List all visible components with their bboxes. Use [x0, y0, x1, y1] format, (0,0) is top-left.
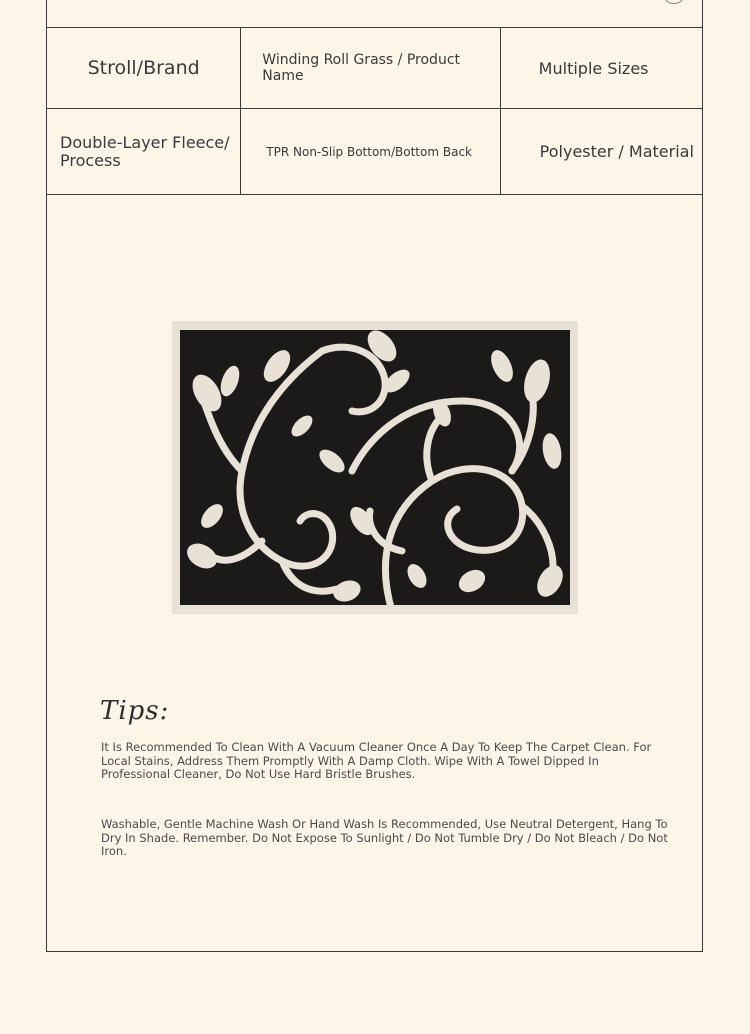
- spec-table: [46, 27, 703, 195]
- sizes-cell: Multiple Sizes: [500, 28, 702, 109]
- product-name-cell: Winding Roll Grass / Product Name: [241, 28, 500, 109]
- brand-cell: Stroll/Brand: [47, 28, 241, 109]
- table-row: [47, 109, 703, 195]
- material-cell: Polyester / Material: [500, 109, 702, 195]
- washing-tip: Washable, Gentle Machine Wash Or Hand Wash Is Recommended, Use Neutral Detergent, Hang To Dry In Shade. Remember. Do Not Expose To Sunlight / Do Not Tumble Dry / Do Not Bleach / Do Not Iron.: [101, 817, 668, 858]
- table-row: [47, 28, 703, 109]
- cleaning-tip: It Is Recommended To Clean With A Vacuum Cleaner Once A Day To Keep The Carpet Clean. For Local Stains, Address Them Promptly With A Damp Cloth. Wipe With A Towel Dipped In Professional Cleaner, Do Not Use Hard Bristle Brushes.: [101, 740, 652, 781]
- tips-heading: Tips:: [100, 696, 170, 726]
- process-cell: Double-Layer Fleece/ Process: [47, 109, 241, 195]
- bottom-cell: TPR Non-Slip Bottom/Bottom Back: [241, 109, 500, 195]
- rug-image: [172, 321, 578, 614]
